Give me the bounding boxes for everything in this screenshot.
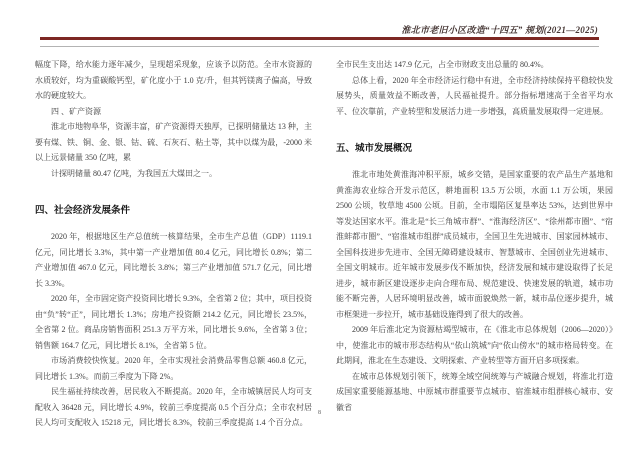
column-right — [336, 57, 613, 431]
page-number: 8 — [318, 410, 321, 416]
paragraph: 在城市总体规划引领下，统筹全域空间统筹与产城融合规划，将淮北打造成国家重要能源基地、中原城市群重要节点城市、宿淮城市组群核心城市、安徽省 — [336, 371, 613, 412]
paragraph: 2020 年，全市固定资产投资同比增长 9.3%，全省第 2 位；其中，项目投资由“负”转“正”，同比增长 1.3%；房地产投资额 214.2 亿元，同比增长 23.5%，全省第 2 位。商品房销售面积 251.3 万平方米，同比增长 9.6%，全省第 3 位；销售额 164.7 亿元，同比增长 8.1%，全省第 5 位。 — [35, 294, 312, 350]
paragraph: 计探明储量 80.47 亿吨，为我国五大煤田之一。 — [51, 168, 217, 178]
paragraph: 2020 年，根据地区生产总值统一核算结果，全市生产总值（GDP）1119.1 亿元，同比增长 3.3%，其中第一产业增加值 80.4 亿元，同比增长 0.8%；第二产业增加值 467.0 亿元，同比增长 3.8%；第三产业增加值 571.7 亿元，同比增长 3.3%。 — [35, 232, 312, 288]
page-header-title: 淮北市老旧小区改造“十四五” 规划(2021—2025) — [401, 25, 598, 35]
two-column-text-area — [35, 57, 613, 431]
paragraph: 四 、矿产资源 — [51, 106, 101, 116]
paragraph: 民生福祉持续改善，居民收入不断提高。2020 年，全市城镇居民人均可支配收入 36428 元，同比增长 4.9%，较前三季度提高 0.5 个百分点；全市农村居民人均可支配收入 15218 元，同比增长 8.3%，较前三季度提高 1.4 个百分点。 — [35, 387, 312, 427]
paragraph: 总体上看，2020 年全市经济运行稳中有进，全市经济持续保持平稳较快发展势头，质量效益不断改善，人民福祉提升。部分指标增速高于全省平均水平、位次靠前，产业转型和发展活力进一步增强，高质量发展取得一定进展。 — [336, 75, 613, 116]
column-left — [35, 57, 312, 431]
paragraph: 幅度下降，给水能力逐年减少，呈现超采现象，应该予以防范。全市水资源的水质较好，均为重碳酸钙型，矿化度小于 1.0 克/升，但其钙镁离子偏高，导致水的硬度较大。 — [35, 60, 312, 100]
paragraph: 淮北市地物阜华，资源丰富，矿产资源得天独厚，已探明储量达 13 种，主要有煤、铁、铜、金、银、钴、硫、石灰石、粘土等，其中以煤为最，-2000 米以上远景储量 350 亿吨，累 — [35, 122, 312, 162]
paragraph: 市场消费较快恢复。2020 年，全市实现社会消费品零售总额 460.8 亿元，同比增长 1.3%。而前三季度为下降 2%。 — [35, 356, 312, 381]
section-heading-city-development: 五、城市发展概况 — [336, 144, 413, 154]
header-rule-primary — [40, 37, 599, 40]
paragraph: 2009 年后淮北定为资源枯竭型城市，在《淮北市总体规划（2006—2020）》中，使淮北市的城市形态结构从“依山筑城”向“依山傍水”的城市格局转变。在此期间，淮北在生态建设、文明探索、产业转型等方面开启多项探索。 — [336, 325, 613, 365]
section-heading-social-economy: 四、社会经济发展条件 — [35, 206, 131, 216]
paragraph: 淮北市地处黄淮海冲积平原，城乡交错，是国家重要的农产品生产基地和黄淮海农业综合开发示范区，耕地面积 13.5 万公顷，水面 1.1 万公顷，果园 2500 公顷，牧草地 4500 公顷。目前，全市塌陷区复垦率达 53%，达到世界中等发达国家水平。淮北是“长三角城市群”、“淮海经济区”、“徐州都市圈”、“宿淮蚌都市圈”、“宿淮城市组群”成员城市，全国卫生先进城市、国家园林城市、全国科技进步先进市、全国无障碍建设城市、智慧城市、全国创业先进城市、全国文明城市。近年城市发展步伐不断加快，经济发展和城市建设取得了长足进步，城市新区建设逐步走向合理布局、规范建设、快速发展的轨道，城市功能不断完善，人居环境明显改善，城市面貌焕然一新，城市品位逐步提升，城市框架进一步拉开，城市基础设施得到了很大的改善。 — [336, 170, 613, 319]
header-rule-secondary — [40, 46, 599, 47]
paragraph: 全市民生支出达 147.9 亿元，占全市财政支出总量的 80.4%。 — [336, 60, 549, 69]
